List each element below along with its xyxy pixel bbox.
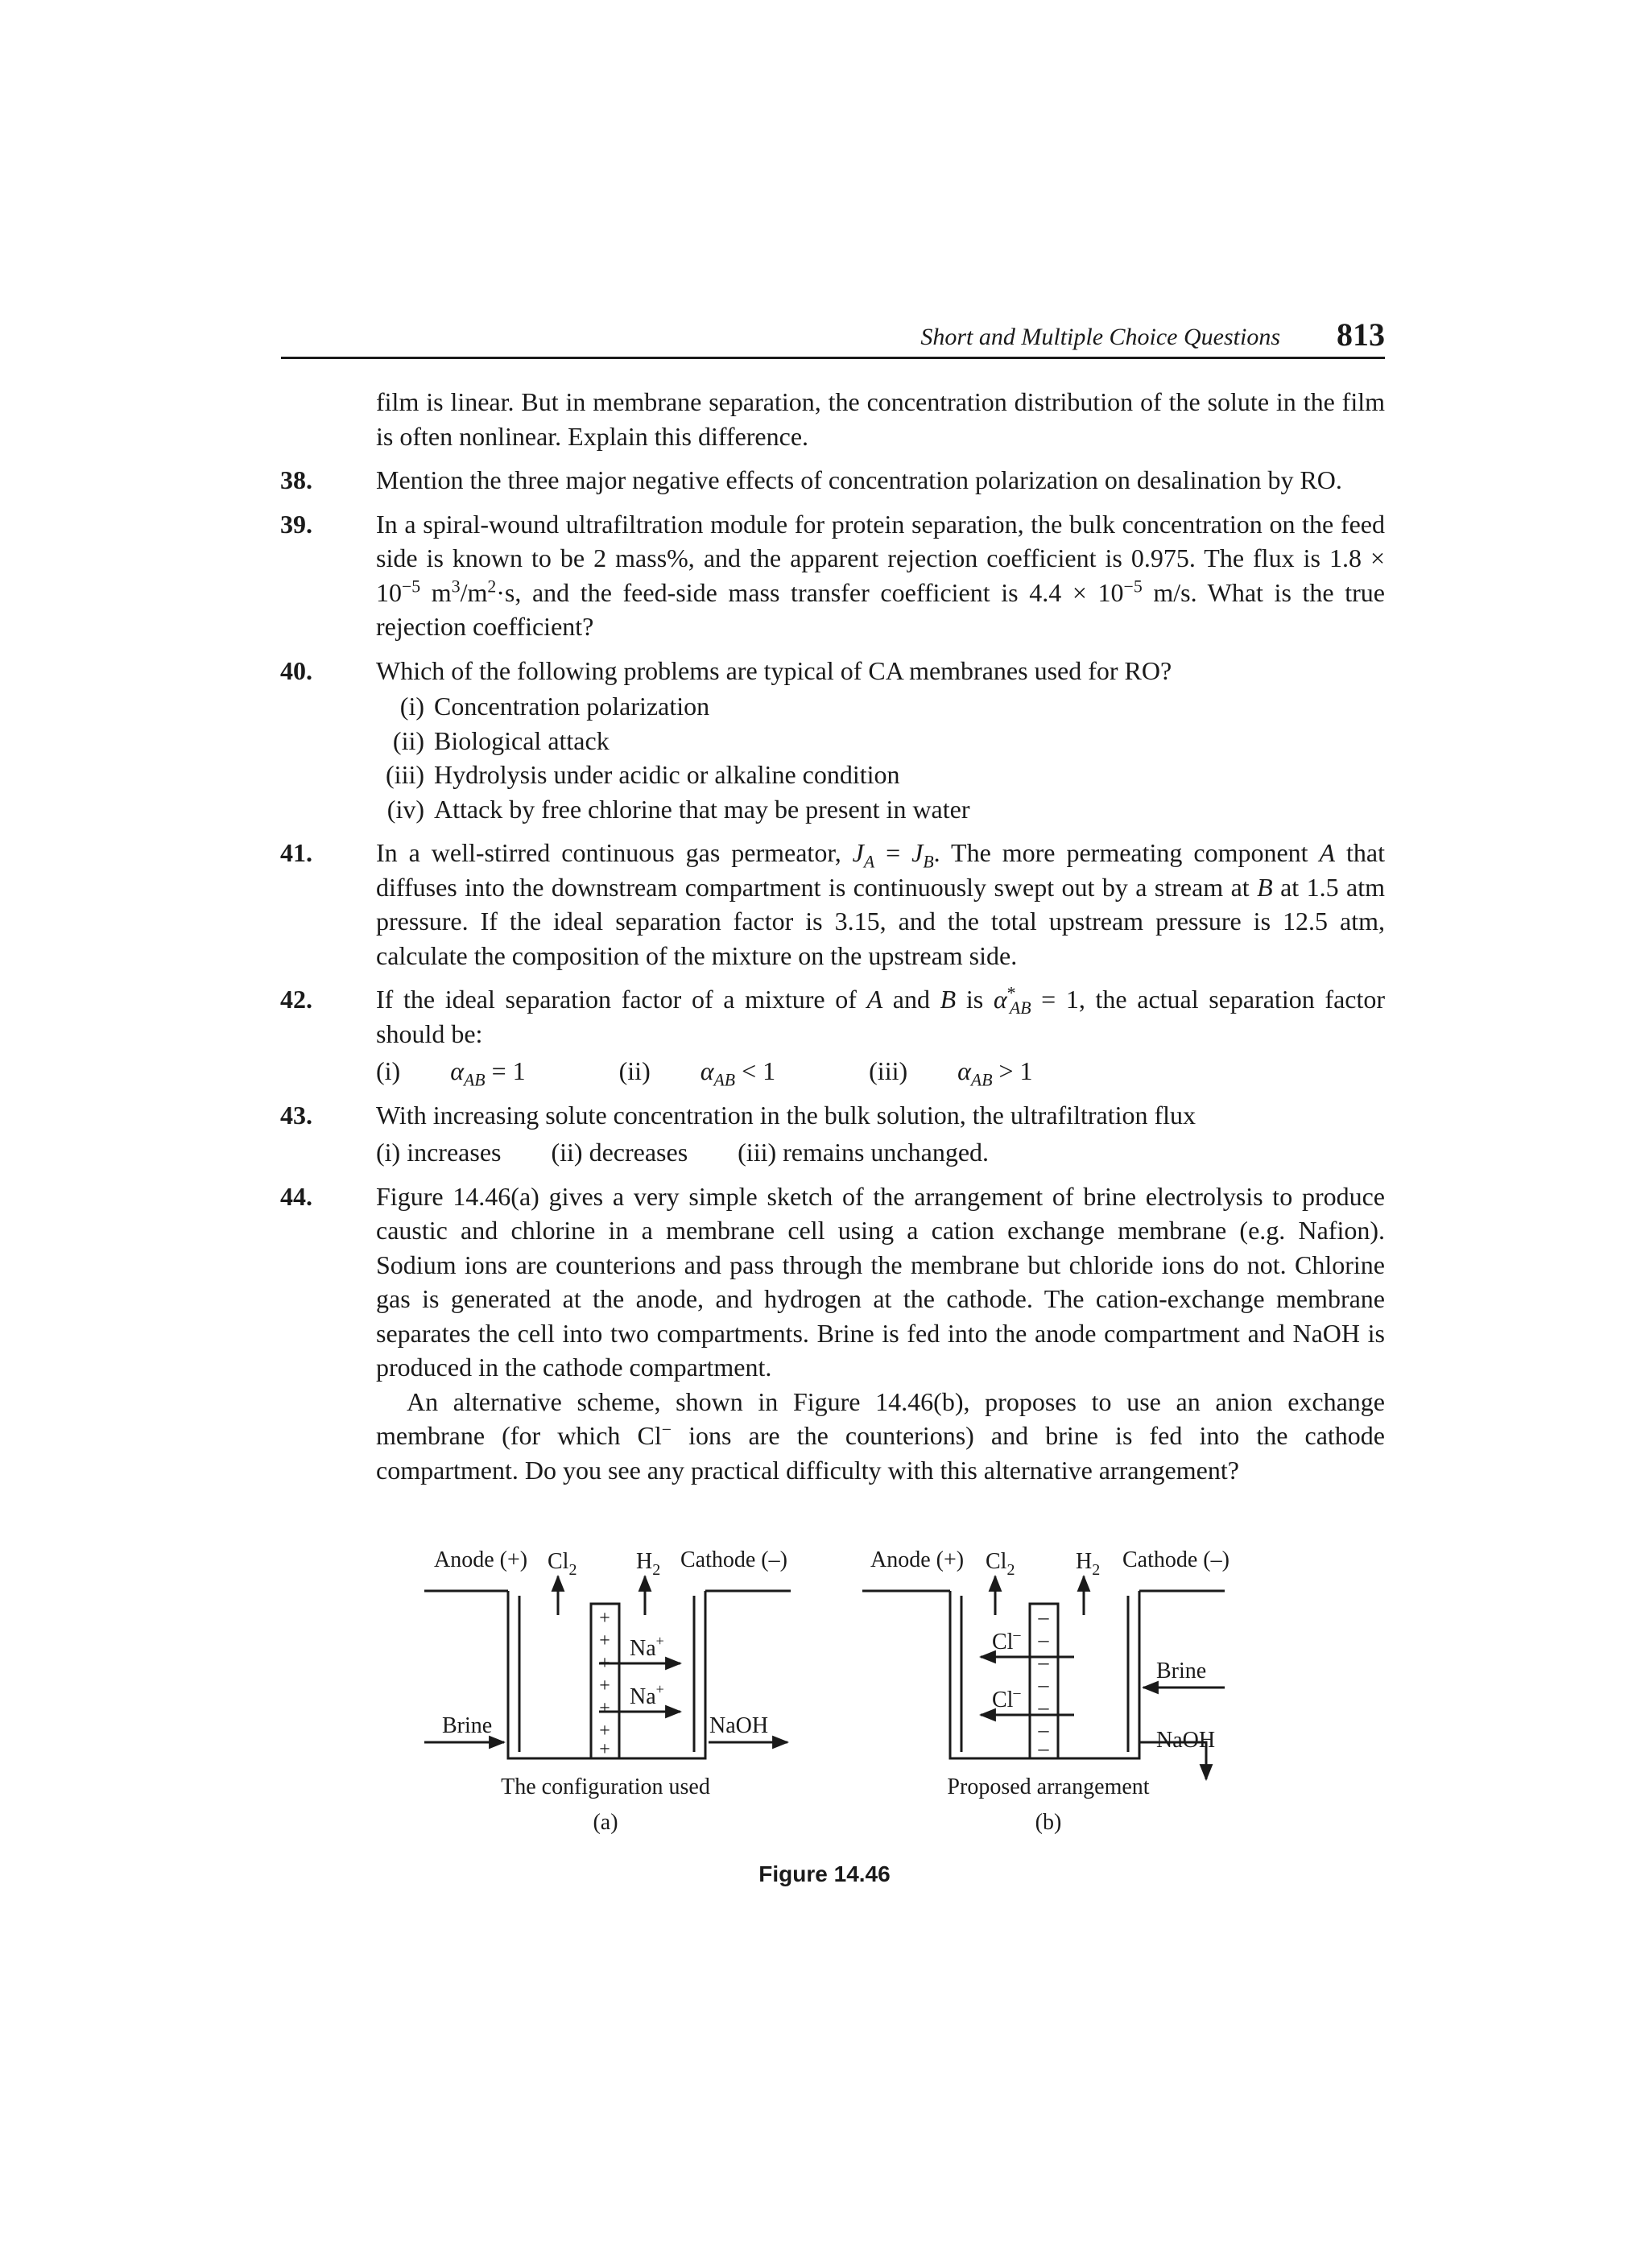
svg-text:–: – — [1038, 1673, 1049, 1696]
question-number: 44. — [280, 1181, 312, 1211]
cl-ion-label: Cl– — [992, 1684, 1021, 1712]
naoh-label: NaOH — [709, 1713, 769, 1738]
cl2-label: $Cl_2$ — [548, 1549, 577, 1579]
list-item: (i) $\alpha_{AB} = 1$ — [376, 1056, 526, 1090]
question-number: 39. — [280, 509, 312, 539]
naoh-label: NaOH — [1156, 1728, 1216, 1753]
question-number: 38. — [280, 465, 312, 494]
option-row — [376, 1135, 1385, 1170]
panel-a-letter: (a) — [593, 1810, 618, 1835]
svg-text:+: + — [599, 1721, 610, 1741]
list-item: (iii) remains unchanged. — [738, 1138, 990, 1167]
cell-vessel — [950, 1591, 1139, 1758]
svg-text:–: – — [1038, 1628, 1049, 1651]
question-44: 44. Figure 14.46(a) gives a very simple sketch of the arrangement of brine electrolysis to produce caustic and chlorine in a membrane cell using a cation exchange membrane (e.g. Nafion). Sodium ions are counterions and pass through the membrane but chloride ions do not. Chlorine gas is generated at the anode, and hydrogen at the cathode. The cation-exchange membrane separates the cell into two compartments. Brine is fed into the anode compartment and NaOH is produced in the cathode compartment. An alternative scheme, shown in Figure 14.46(b), proposes to use an anion exchange membrane (for which Cl− ions are the counterions) and brine is fed into the cathode compartment. Do you see any practical difficulty with this alternative arrangement? — [281, 1179, 1385, 1488]
svg-text:+: + — [599, 1698, 610, 1719]
list-item: (ii) $\alpha_{AB} < 1$ — [618, 1056, 776, 1090]
page-number: 813 — [1337, 316, 1385, 353]
continuation-paragraph: film is linear. But in membrane separation, the concentration distribution of the solute in the film is often nonlinear. Explain this difference. — [376, 387, 1385, 451]
svg-text:+: + — [599, 1630, 610, 1651]
question-43: 43. With increasing solute concentration in the bulk solution, the ultrafiltration flux (i) increases (ii) decreases (iii) remains unchanged. — [281, 1098, 1385, 1170]
svg-text:–: – — [1038, 1696, 1049, 1719]
list-item: (iv) Attack by free chlorine that may be present in water — [386, 794, 970, 824]
h2-label: $H_2$ — [636, 1549, 661, 1579]
question-number: 42. — [280, 985, 312, 1014]
figure-caption: Figure 14.46 — [758, 1861, 891, 1886]
question-41: 41. In a well-stirred continuous gas permeator, $J_A = J_B$. The more permeating component A that diffuses into the downstream compartment is continuously swept out by a stream at B at 1.5 atm pressure. If the ideal separation factor is 3.15, and the total upstream pressure is 12.5 atm, calculate the composition of the mixture on the upstream side. — [281, 836, 1385, 973]
svg-text:–: – — [1038, 1650, 1049, 1674]
list-item: (iii) $\alpha_{AB} > 1$ — [869, 1056, 1033, 1090]
list-item: (i) Concentration polarization — [399, 692, 710, 721]
panel-b-labels — [870, 1547, 1230, 1835]
question-38: 38. Mention the three major negative effects of concentration polarization on desalination by RO. — [281, 463, 1385, 498]
option-row — [376, 1054, 1385, 1089]
anode-label: Anode (+) — [434, 1547, 528, 1572]
list-item: (ii) Biological attack — [392, 725, 610, 755]
svg-text:–: – — [1038, 1737, 1049, 1760]
question-42: 42. If the ideal separation factor of a mixture of A and B is $\alpha^*_{AB} = 1$, the actual separation factor should be: (i) $\alpha_{AB} = 1$ (ii) $\alpha_{AB} < 1$ (iii) $\alpha_{AB} > 1$ — [280, 983, 1386, 1090]
header-rule — [281, 357, 1385, 359]
cathode-label: Cathode (–) — [680, 1547, 787, 1572]
question-39: 39. In a spiral-wound ultrafiltration module for protein separation, the bulk concentration on the feed side is known to be 2 mass%, and the apparent rejection coefficient is 0.975. The flux is $1.8 \times 10^{-5}$ $m^3/m^2\cdot s$, and the feed-side mass transfer coefficient is $4.4 \times 10^{-5}$ m/s. What is the true rejection coefficient? — [281, 507, 1385, 644]
svg-text:+: + — [599, 1739, 610, 1760]
cathode-label: Cathode (–) — [1122, 1547, 1230, 1572]
list-item: (i) increases — [376, 1138, 502, 1167]
question-list — [281, 385, 1385, 1497]
panel-b — [862, 1576, 1225, 1779]
cl2-label: $Cl_2$ — [986, 1549, 1015, 1579]
question-number: 40. — [280, 655, 312, 685]
cation-membrane — [591, 1604, 619, 1758]
na-ion-label: Na+ — [630, 1681, 664, 1709]
panel-b-letter: (b) — [1035, 1810, 1062, 1835]
anion-membrane — [1030, 1604, 1058, 1758]
svg-text:+: + — [599, 1675, 610, 1696]
svg-text:+: + — [599, 1653, 610, 1674]
running-title: Short and Multiple Choice Questions — [920, 324, 1280, 350]
question-number: 41. — [280, 838, 312, 867]
page-header — [281, 316, 1385, 357]
list-item: (iii) Hydrolysis under acidic or alkaline condition — [386, 760, 900, 789]
question-40: 40. Which of the following problems are typical of CA membranes used for RO? (i) Concentration polarization (ii) Biological attack (iii) Hydrolysis under acidic or alkaline condition (iv) Attack by free chlorine that may be present in water — [281, 654, 1385, 827]
question-number: 43. — [280, 1100, 312, 1130]
anode-label: Anode (+) — [870, 1547, 965, 1572]
svg-text:–: – — [1038, 1605, 1049, 1629]
h2-label: $H_2$ — [1076, 1549, 1101, 1579]
panel-a — [424, 1576, 791, 1758]
panel-a-labels — [434, 1547, 787, 1835]
svg-text:–: – — [1038, 1718, 1049, 1741]
option-list — [376, 689, 1385, 826]
panel-a-caption: The configuration used — [501, 1774, 710, 1799]
na-ion-label: Na+ — [630, 1633, 664, 1661]
cl-ion-label: Cl– — [992, 1626, 1021, 1655]
membrane-charges — [599, 1608, 610, 1760]
brine-label: Brine — [442, 1713, 493, 1738]
list-item: (ii) decreases — [551, 1138, 688, 1167]
panel-b-caption: Proposed arrangement — [947, 1774, 1150, 1799]
naoh-out-arrow — [1139, 1742, 1206, 1779]
cell-vessel — [508, 1591, 705, 1758]
membrane-charges — [1038, 1605, 1050, 1760]
svg-text:+: + — [599, 1608, 610, 1629]
brine-label: Brine — [1156, 1659, 1207, 1683]
